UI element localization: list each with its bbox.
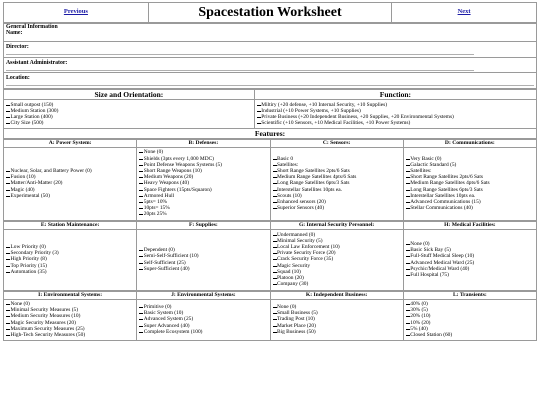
feature-header-g: G: Internal Security Personnel:: [270, 221, 403, 229]
communications-options: [406, 156, 534, 212]
option-item[interactable]: Interstellar Satellites 10pts ea.: [406, 193, 534, 199]
option-item[interactable]: Short Range Satellites 2pts/6 Sats: [406, 174, 534, 180]
option-item[interactable]: Undermanned (0): [273, 232, 401, 238]
option-item[interactable]: Semi-Self-Sufficient (10): [139, 253, 267, 259]
option-item[interactable]: Long Range Satellites 6pts/3 Sats: [406, 187, 534, 193]
assistant-administrator-label: Assistant Administrator:: [6, 59, 68, 66]
communications-cell: [403, 147, 536, 220]
location-label: Location:: [6, 75, 30, 81]
option-item[interactable]: Advanced Communications (15): [406, 199, 534, 205]
location-section: [4, 73, 537, 89]
option-item[interactable]: Big Business (50): [273, 329, 401, 335]
option-item[interactable]: Armored Hull: [139, 193, 267, 199]
option-item[interactable]: 20% (10): [406, 313, 534, 319]
option-item[interactable]: Maximum Security Measures (25): [6, 326, 134, 332]
option-item[interactable]: 5pts= 10%: [139, 199, 267, 205]
option-item[interactable]: None (0): [139, 149, 267, 155]
option-item[interactable]: None (0): [273, 304, 401, 310]
option-item[interactable]: Private Security Force (20): [273, 250, 401, 256]
option-item[interactable]: Miltiry (+20 defense, +10 Internal Security, +10 Supplies): [257, 102, 534, 108]
option-item[interactable]: Satellites:: [406, 168, 534, 174]
option-item[interactable]: None (0): [406, 241, 534, 247]
general-info-section: [4, 24, 537, 42]
name-field[interactable]: [6, 24, 534, 41]
environmental-i-options: [6, 301, 134, 338]
option-item[interactable]: Full Hospital (75): [406, 272, 534, 278]
business-options: [273, 304, 401, 335]
option-item[interactable]: Enhanced sensors (20): [273, 199, 401, 205]
transients-cell: [403, 299, 536, 340]
option-item[interactable]: Medium Range Satellites 4pts/6 Sats: [406, 180, 534, 186]
option-item[interactable]: Low Priority (0): [6, 244, 134, 250]
option-item[interactable]: Point Defense Weapons Systems (5): [139, 162, 267, 168]
feature-header-a: A: Power System:: [4, 139, 137, 147]
option-item[interactable]: 20pts 25%: [139, 211, 267, 217]
option-item[interactable]: Top Priority (15): [6, 263, 134, 269]
option-item[interactable]: Large Station (400): [6, 114, 252, 120]
feature-header-j: J: Environmental Systems:: [137, 291, 270, 299]
option-item[interactable]: Minimal Security (5): [273, 238, 401, 244]
medical-options: [406, 241, 534, 278]
environmental-j-cell: [137, 299, 270, 340]
next-link[interactable]: Next: [457, 8, 471, 16]
business-cell: [270, 299, 403, 340]
size-function-table: [3, 89, 537, 139]
option-item[interactable]: Matter/Anti-Matter (20): [6, 180, 134, 186]
option-item[interactable]: Long Range Satellites 6pts/3 Sats: [273, 180, 401, 186]
previous-cell: [4, 3, 149, 23]
option-item[interactable]: Small Business (5): [273, 310, 401, 316]
option-item[interactable]: High Priority (8): [6, 256, 134, 262]
features-heading: Features:: [4, 128, 537, 138]
option-item[interactable]: Magic Security Measures (20): [6, 320, 134, 326]
maintenance-cell: [4, 229, 137, 290]
option-item[interactable]: Psychic/Medical Ward (40): [406, 266, 534, 272]
option-item[interactable]: Fusion (10): [6, 174, 134, 180]
defenses-cell: [137, 147, 270, 220]
option-item[interactable]: Space Fighters (15pts/Squaron): [139, 187, 267, 193]
environmental-i-cell: [4, 299, 137, 340]
assistant-administrator-field[interactable]: [6, 60, 534, 73]
power-system-options: [6, 168, 134, 199]
feature-header-f: F: Supplies:: [137, 221, 270, 229]
option-item[interactable]: Satellites:: [273, 162, 401, 168]
location-underline: [6, 84, 534, 86]
feature-header-e: E: Station Maintenance:: [4, 221, 137, 229]
option-item[interactable]: Medium Security Measures (10): [6, 313, 134, 319]
option-item[interactable]: Automation (35): [6, 269, 134, 275]
option-item[interactable]: Self-Sufficient (25): [139, 260, 267, 266]
title-cell: [148, 3, 391, 23]
maintenance-options: [6, 244, 134, 275]
director-field[interactable]: [6, 44, 534, 57]
function-options: [254, 99, 536, 128]
assistant-section: [4, 57, 537, 73]
option-item[interactable]: 40% (0): [406, 301, 534, 307]
option-item[interactable]: Industrial (+10 Power Systems, +10 Supplies): [257, 108, 534, 114]
option-item[interactable]: Full-Stuff Medical Sleep (10): [406, 253, 534, 259]
power-system-cell: [4, 147, 137, 220]
size-options: [4, 99, 255, 128]
option-item[interactable]: High-Tech Security Measures (50): [6, 332, 134, 338]
option-item[interactable]: Superior Sensors (40): [273, 205, 401, 211]
director-label: Director:: [6, 44, 29, 50]
worksheet: [3, 2, 537, 341]
option-item[interactable]: Shields (3pts every 1,000 MDC): [139, 156, 267, 162]
option-item[interactable]: Advanced System (25): [139, 316, 267, 322]
sensors-options: [273, 156, 401, 212]
option-item[interactable]: Experimental (50): [6, 193, 134, 199]
transients-options: [406, 301, 534, 338]
supplies-cell: [137, 229, 270, 290]
features-row-2: [3, 221, 537, 291]
previous-link[interactable]: Previous: [63, 8, 88, 16]
security-personnel-options: [273, 232, 401, 288]
option-item[interactable]: Galactic Standard (5): [406, 162, 534, 168]
feature-header-b: B: Defenses:: [137, 139, 270, 147]
option-item[interactable]: Trading Post (10): [273, 316, 401, 322]
security-personnel-cell: [270, 229, 403, 290]
option-item[interactable]: 10pts= 15%: [139, 205, 267, 211]
function-option-list: [257, 102, 534, 127]
option-item[interactable]: Magic Security: [273, 263, 401, 269]
option-item[interactable]: Short Range Satellites 2pts/6 Sats: [273, 168, 401, 174]
director-underline: [6, 53, 474, 55]
option-item[interactable]: Market Place (20): [273, 323, 401, 329]
feature-header-i: I: Environmental Systems:: [4, 291, 137, 299]
option-item[interactable]: Private Business (+20 Independent Business, +20 Supplies, +20 Environmental Systems): [257, 114, 534, 120]
function-heading: Function:: [254, 89, 536, 99]
option-item[interactable]: Nuclear, Solar, and Battery Power (0): [6, 168, 134, 174]
size-heading: Size and Orientation:: [4, 89, 255, 99]
option-item[interactable]: Interstellar Satellites 10pts ea.: [273, 187, 401, 193]
option-item[interactable]: 10% (20): [406, 320, 534, 326]
option-item[interactable]: Stellar Communications (40): [406, 205, 534, 211]
option-item[interactable]: None (0): [6, 301, 134, 307]
option-item[interactable]: Medium Range Satellites 4pts/6 Sats: [273, 174, 401, 180]
option-item[interactable]: Minimal Security Measures (5): [6, 307, 134, 313]
option-item[interactable]: Small outpost (150): [6, 102, 252, 108]
option-item[interactable]: Super Advanced (40): [139, 323, 267, 329]
option-item[interactable]: Squad (10): [273, 269, 401, 275]
option-item[interactable]: 30% (5): [406, 307, 534, 313]
director-section: [4, 42, 537, 58]
next-cell: [392, 3, 537, 23]
feature-header-k: K: Independent Business:: [270, 291, 403, 299]
general-info-table: [3, 23, 537, 89]
option-item[interactable]: Heavy Weapons (40): [139, 180, 267, 186]
option-item[interactable]: 5% (40): [406, 326, 534, 332]
option-item[interactable]: Basic System (10): [139, 310, 267, 316]
medical-cell: [403, 229, 536, 290]
size-option-list: [6, 102, 252, 127]
option-item[interactable]: Magic (40): [6, 187, 134, 193]
option-item[interactable]: Primitive (0): [139, 304, 267, 310]
general-info-heading: General Information: [6, 24, 58, 30]
environmental-j-options: [139, 304, 267, 335]
option-item[interactable]: City Size (500): [6, 120, 252, 126]
option-item[interactable]: Crack Security Force (35): [273, 256, 401, 262]
option-item[interactable]: Scouts (10): [273, 193, 401, 199]
assistant-underline: [6, 69, 474, 71]
option-item[interactable]: Medium Weapons (20): [139, 174, 267, 180]
option-item[interactable]: Company (30): [273, 281, 401, 287]
feature-header-l: L: Transients:: [403, 291, 536, 299]
header-table: [3, 2, 537, 23]
location-field[interactable]: [6, 75, 534, 88]
option-item[interactable]: Closed Station (60): [406, 332, 534, 338]
sensors-cell: [270, 147, 403, 220]
option-item[interactable]: Short Range Weapons (10): [139, 168, 267, 174]
option-item[interactable]: Scientific (+10 Sensors, +10 Medical Facilities, +10 Power Systems): [257, 120, 534, 126]
option-item[interactable]: Super-Sufficient (40): [139, 266, 267, 272]
option-item[interactable]: Advanced Medical Ward (25): [406, 260, 534, 266]
option-item[interactable]: Platoon (20): [273, 275, 401, 281]
option-item[interactable]: Dependent (0): [139, 247, 267, 253]
features-row-3: [3, 291, 537, 341]
supplies-options: [139, 247, 267, 272]
option-item[interactable]: Very Basic (0): [406, 156, 534, 162]
name-label: Name:: [6, 30, 23, 37]
option-item[interactable]: Basic 0: [273, 156, 401, 162]
feature-header-c: C: Sensors:: [270, 139, 403, 147]
option-item[interactable]: Medium Station (300): [6, 108, 252, 114]
feature-header-h: H: Medical Facilities:: [403, 221, 536, 229]
option-item[interactable]: Secondary Priority (3): [6, 250, 134, 256]
option-item[interactable]: Basic Sick Bay (5): [406, 247, 534, 253]
feature-header-d: D: Communications:: [403, 139, 536, 147]
page-title: Spacestation Worksheet: [198, 4, 342, 20]
option-item[interactable]: Complete Ecosystem (100): [139, 329, 267, 335]
features-row-1: [3, 139, 537, 221]
option-item[interactable]: Local Law Enforcement (10): [273, 244, 401, 250]
defenses-options: [139, 149, 267, 217]
